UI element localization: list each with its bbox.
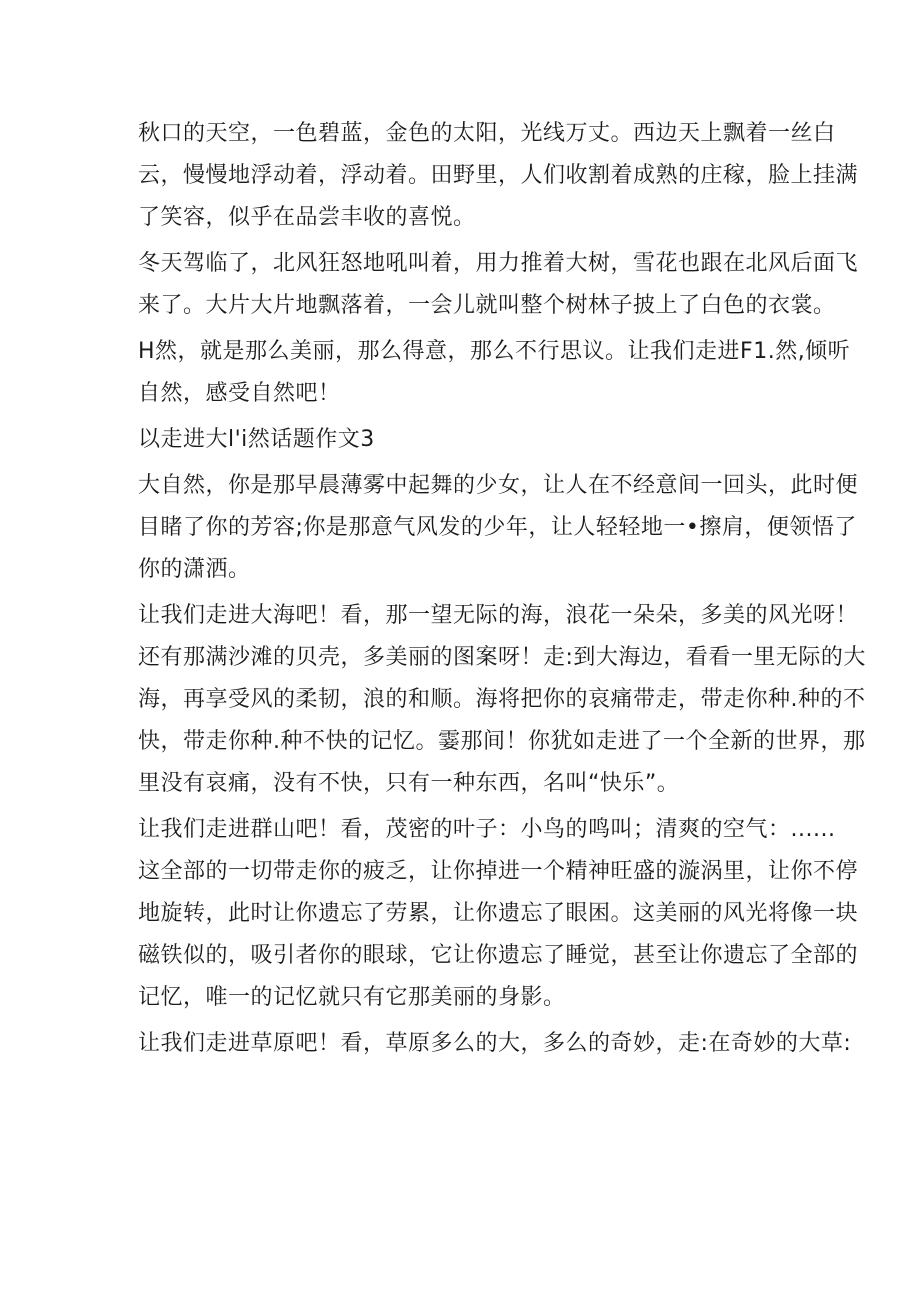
text-line: 让我们走进大海吧！看，那一望无际的海，浪花一朵朵，多美的风光呀！ bbox=[138, 603, 859, 628]
text-line: 秋口的天空，一色碧蓝，金色的太阳，光线万丈。西边天上飘着一丝白 bbox=[138, 121, 836, 146]
paragraph bbox=[138, 113, 859, 239]
paragraph bbox=[138, 1023, 852, 1065]
text-line: 目睹了你的芳容;你是那意气风发的少年，让人轻轻地一•擦肩，便领悟了 bbox=[138, 515, 857, 540]
paragraph bbox=[138, 419, 788, 461]
text-line: 冬天驾临了，北风狂怒地吼叫着，用力推着大树，雪花也跟在北风后面飞 bbox=[138, 251, 859, 276]
text-line: 地旋转，此时让你遗忘了劳累，让你遗忘了眼困。这美丽的风光将像一块 bbox=[138, 901, 859, 926]
text-line: 云，慢慢地浮动着，浮动着。田野里，人们收割着成熟的庄稼，脸上挂满 bbox=[138, 163, 859, 188]
paragraph bbox=[138, 595, 866, 805]
text-line: 这全部的一切带走你的疲乏，让你掉进一个精神旺盛的漩涡里，让你不停 bbox=[138, 859, 859, 884]
text-line: 来了。大片大片地飘落着，一会儿就叫整个树林子披上了白色的衣裳。 bbox=[138, 293, 836, 318]
paragraph bbox=[138, 243, 859, 327]
text-line: 磁铁似的，吸引者你的眼球，它让你遗忘了睡觉，甚至让你遗忘了全部的 bbox=[138, 943, 859, 968]
text-line: 大自然，你是那早晨薄雾中起舞的少女，让人在不经意间一回头，此时便 bbox=[138, 473, 859, 498]
text-line: 记忆，唯一的记忆就只有它那美丽的身影。 bbox=[138, 985, 566, 1010]
text-line: 让我们走进群山吧！看，茂密的叶子：小鸟的鸣叫；清爽的空气：...... bbox=[138, 817, 836, 842]
text-line: 让我们走进草原吧！看，草原多么的大，多么的奇妙，走:在奇妙的大草: bbox=[138, 1031, 852, 1056]
paragraph bbox=[138, 809, 859, 1019]
paragraph bbox=[138, 465, 859, 591]
text-line: H然，就是那么美丽，那么得意，那么不行思议。让我们走进F1.然,倾听 bbox=[138, 339, 851, 364]
text-line: 你的潇洒。 bbox=[138, 557, 251, 582]
text-line: 自然，感受自然吧！ bbox=[138, 381, 341, 406]
text-line: 海，再享受风的柔韧，浪的和顺。海将把你的哀痛带走，带走你种.种的不 bbox=[138, 687, 866, 712]
text-line: 还有那满沙滩的贝壳，多美丽的图案呀！走:到大海边，看看一里无际的大 bbox=[138, 645, 866, 670]
paragraph bbox=[138, 331, 851, 415]
text-line: 以走进大l'i然话题作文3 bbox=[138, 427, 375, 452]
text-line: 快，带走你种.种不快的记忆。霎那间！你犹如走进了一个全新的世界，那 bbox=[138, 729, 866, 754]
text-line: 了笑容，似乎在品尝丰收的喜悦。 bbox=[138, 205, 476, 230]
text-line: 里没有哀痛，没有不快，只有一种东西，名叫“快乐”。 bbox=[138, 771, 680, 796]
document-page bbox=[138, 113, 866, 1069]
